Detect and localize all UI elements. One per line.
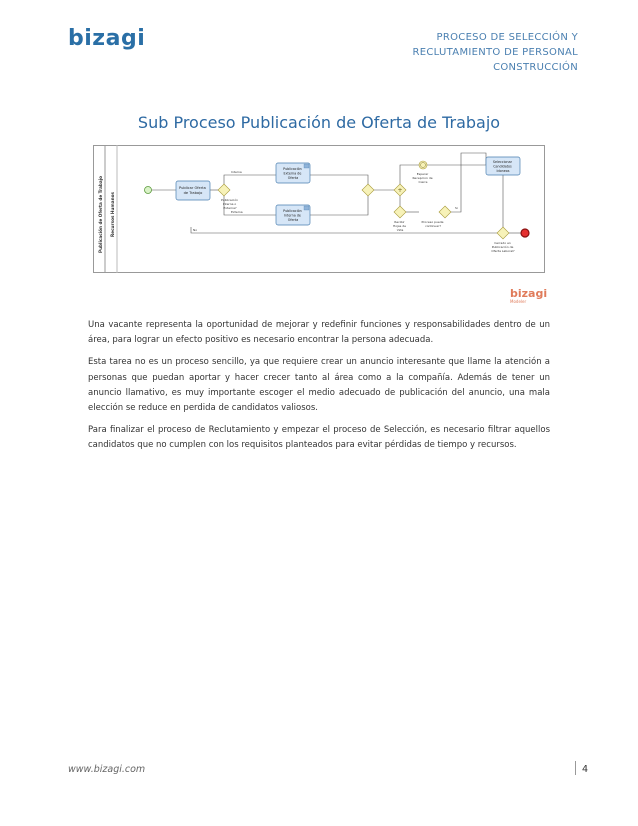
document-header-title: [338, 30, 578, 75]
task-seleccionar-line-2: Candidatos: [493, 164, 512, 169]
task-seleccionar-line-1: Seleccionar: [492, 160, 513, 164]
subprocess-marker-icon: [304, 164, 309, 168]
start-event: [145, 187, 152, 194]
task-publicar-line-1: Publicar Oferta: [178, 186, 206, 190]
flow-label-externa: Externa: [231, 210, 243, 214]
cerrado-line-3: Oferta Laboral?: [491, 249, 515, 253]
task-publicar-line-2: de Trabajo: [183, 191, 203, 195]
gateway-tipo-line-2: Interna o: [222, 202, 237, 206]
task-interna-line-1: Publicación: [283, 209, 302, 213]
svg-text:Publicación Interna o: [221, 198, 239, 210]
pool-label: Publicación de Oferta de Trabajo: [98, 175, 103, 253]
flow-label-interna: Interna: [231, 170, 242, 174]
paragraph-3: Para finalizar el proceso de Reclutamiento y empezar el proceso de Selección, es necesario filtrar aquellos candidatos que no cumplen con los requisitos planteados para evitar pérdidas de tiempo y recursos.: [88, 425, 550, 451]
pool: [94, 146, 545, 273]
task-seleccionar-line-3: Idoneos: [496, 169, 510, 173]
proceso-line-2: continuar?: [425, 224, 441, 228]
mini-logo-text: bizagi: [510, 287, 548, 300]
proceso-line-1: Proceso puede: [421, 220, 444, 224]
page-number: 4: [582, 764, 589, 775]
recibir-line-1: Recibir: [394, 220, 405, 224]
esperar-line-1: Esperar: [416, 172, 429, 176]
parallel-plus-icon: +: [397, 187, 403, 194]
header-title-line-3: CONSTRUCCIÓN: [493, 62, 578, 73]
bizagi-modeler-logo: [510, 287, 547, 304]
cerrado-line-2: Publicación de: [491, 245, 514, 249]
flow-label-si: Si: [455, 206, 458, 210]
cerrado-line-1: Cerrado en: [494, 241, 511, 245]
footer-url: www.bizagi.com: [68, 764, 146, 775]
header-title-line-2: RECLUTAMIENTO DE PERSONAL: [412, 47, 578, 58]
recibir-line-2: Hojas de: [393, 224, 407, 228]
timer-event-esperar: [419, 161, 427, 169]
paragraph-2: Esta tarea no es un proceso sencillo, ya que requiere crear un anuncio interesante que llame la atención a personas que puedan aportar y hacer crecer tanto al área como a la compañía. Además de tener un anuncio llamativo, es muy importante escoger el medio adecuado de publicación del anuncio, una mala elección se reduce en perdida de candidatos valiosos.: [88, 357, 550, 414]
task-externa-line-3: Oferta: [287, 176, 299, 180]
esperar-line-2: Recepcion de: [412, 176, 433, 180]
task-externa-line-2: Externa de: [283, 171, 302, 176]
paragraph-1: Una vacante representa la oportunidad de mejorar y redefinir funciones y responsabilidades dentro de un área, para lograr un efecto positivo es necesario encontrar la persona adecuada.: [88, 320, 550, 346]
footer-separator: [575, 761, 576, 775]
gateway-tipo-line-3: Externa?: [223, 206, 237, 210]
bizagi-logo: bizagi: [68, 26, 146, 51]
subprocess-marker-icon-2: [304, 206, 309, 210]
body-text: [88, 318, 550, 461]
task-interna-line-2: Interna de: [283, 213, 301, 218]
lane-label: Recursos Humanos: [110, 192, 115, 237]
bpmn-diagram: [93, 145, 545, 273]
section-title: Sub Proceso Publicación de Oferta de Trabajo: [137, 113, 501, 132]
gateway-tipo-line-1: Publicación: [221, 198, 238, 202]
recibir-line-3: Vida: [396, 228, 404, 232]
mini-logo-subtext: Modeler: [510, 299, 527, 304]
esperar-line-3: Cierre: [418, 180, 428, 184]
flow-label-no: No: [193, 228, 198, 232]
task-interna-line-3: Oferta: [287, 218, 299, 222]
header-title-line-1: PROCESO DE SELECCIÓN Y: [436, 32, 578, 43]
end-event: [521, 229, 529, 237]
task-externa-line-1: Publicación: [283, 167, 302, 171]
svg-text:Cerrado en Publicación de: [491, 241, 515, 253]
